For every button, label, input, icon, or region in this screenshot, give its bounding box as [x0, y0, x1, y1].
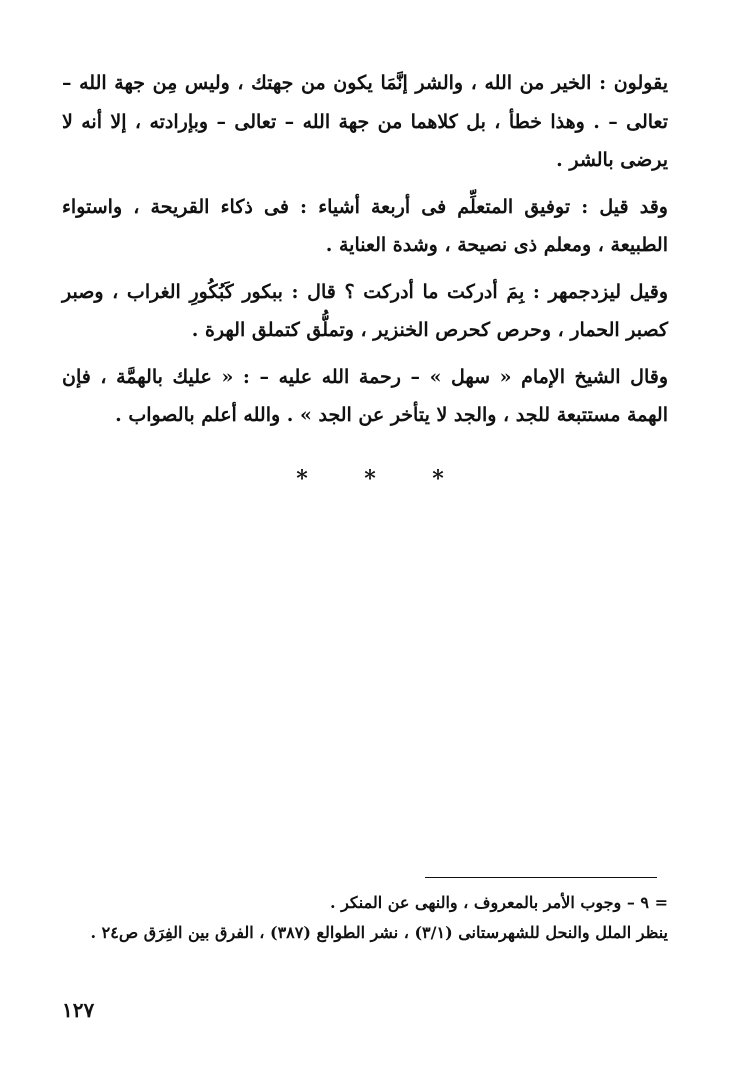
footnote-2: ينظر الملل والنحل للشهرستانى (٣/١) ، نشر الطوالع (٣٨٧) ، الفرق بين الفِرَق ص٢٤ .	[90, 923, 668, 942]
separator-star: *	[364, 466, 376, 492]
paragraph-4: وقال الشيخ الإمام « سهل » – رحمة الله عليه – : « عليك بالهمَّة ، فإن الهمة مستتبعة للجد ، والجد لا يتأخر عن الجد » . والله أعلم بالصواب .	[62, 365, 668, 426]
main-text	[62, 64, 668, 435]
page-number: ١٢٧	[62, 998, 95, 1022]
paragraph-2: وقد قيل : توفيق المتعلِّم فى أربعة أشياء : فى ذكاء القريحة ، واستواء الطبيعة ، ومعلم ذى نصيحة ، وشدة العناية .	[62, 195, 668, 256]
paragraph-1: يقولون : الخير من الله ، والشر إنَّمَا يكون من جهتك ، وليس مِن جهة الله – تعالى – . وهذا خطأ ، بل كلاهما من جهة الله – تعالى – وبإرادته ، إلا أنه لا يرضى بالشر .	[62, 72, 668, 171]
footnote-divider	[425, 877, 657, 878]
paragraph-3: وقيل ليزدجمهر : بِمَ أدركت ما أدركت ؟ قال : ببكور كَبُكُورِ الغراب ، وصبر كصبر الحمار ، وحرص كحرص الخنزير ، وتملُّق كتملق الهرة .	[62, 280, 668, 341]
footnotes	[62, 888, 668, 948]
separator-star: *	[432, 466, 444, 492]
separator-star: *	[296, 466, 308, 492]
section-separator	[290, 466, 450, 492]
footnote-1: = ٩ – وجوب الأمر بالمعروف ، والنهى عن المنكر .	[329, 893, 668, 912]
